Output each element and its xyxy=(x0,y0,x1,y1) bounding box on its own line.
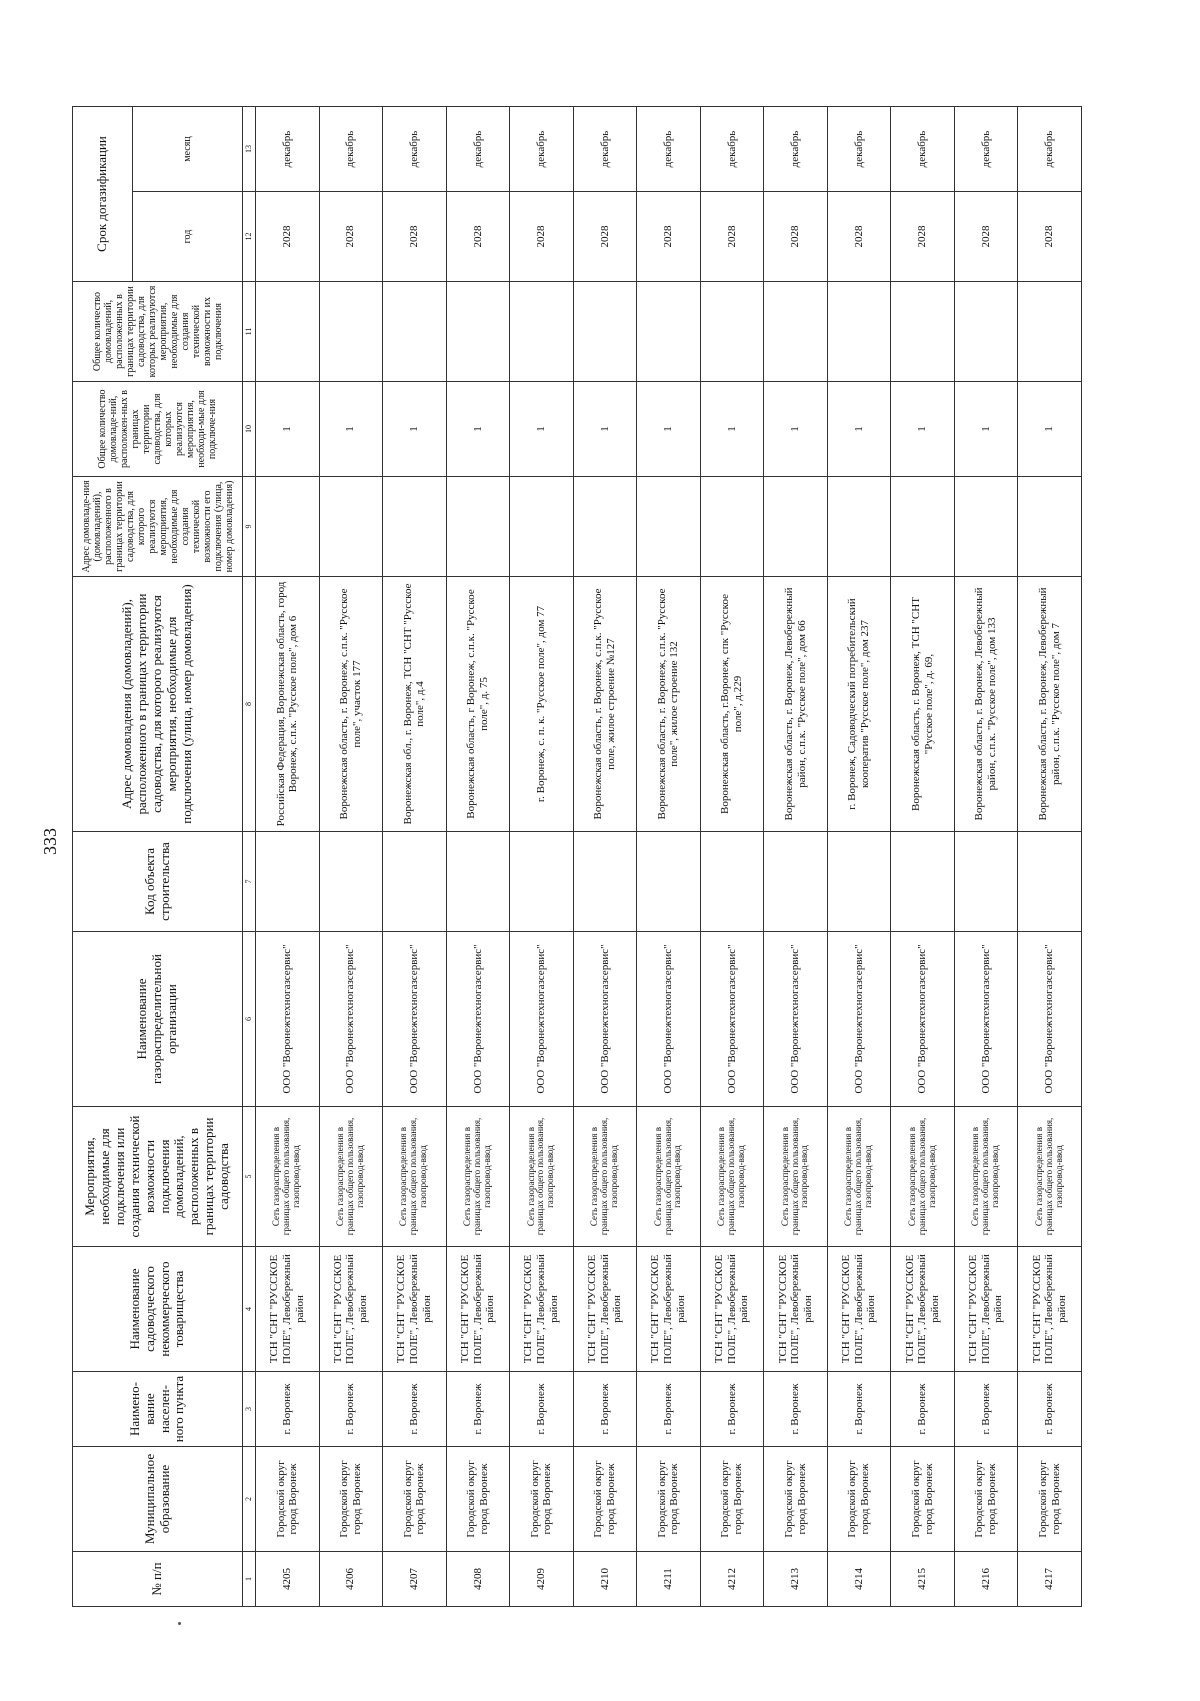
cell-count-tech xyxy=(446,282,510,382)
table-row xyxy=(383,107,447,1607)
cell-municipality: Городской округ город Воронеж xyxy=(573,1447,637,1552)
cell-month: декабрь xyxy=(446,107,510,192)
cell-measures: Сеть газораспределения в границах общего пользования, газопровод-ввод xyxy=(573,1107,637,1247)
cell-municipality: Городской округ город Воронеж xyxy=(764,1447,828,1552)
cell-snt-name: ТСН "СНТ "РУССКОЕ ПОЛЕ", Левобережный район xyxy=(827,1247,891,1372)
cell-row-number: 4217 xyxy=(1018,1552,1082,1607)
cell-month: декабрь xyxy=(383,107,447,192)
cell-settlement: г. Воронеж xyxy=(573,1372,637,1447)
table-row xyxy=(637,107,701,1607)
cell-settlement: г. Воронеж xyxy=(319,1372,383,1447)
header-settlement: Наимено-вание населен-ного пункта xyxy=(73,1372,243,1447)
column-number-row xyxy=(243,107,256,1607)
colnum: 5 xyxy=(243,1107,256,1247)
cell-municipality: Городской округ город Воронеж xyxy=(510,1447,574,1552)
cell-settlement: г. Воронеж xyxy=(827,1372,891,1447)
cell-address-connect: Российская Федерация, Воронежская область, город Воронеж, с.п.к. "Русское поле", дом 6 xyxy=(256,577,320,832)
cell-year: 2028 xyxy=(764,192,828,282)
cell-object-code xyxy=(954,832,1018,932)
cell-year: 2028 xyxy=(256,192,320,282)
cell-snt-name: ТСН "СНТ "РУССКОЕ ПОЛЕ", Левобережный район xyxy=(954,1247,1018,1372)
cell-count-tech xyxy=(827,282,891,382)
colnum: 10 xyxy=(243,382,256,477)
cell-month: декабрь xyxy=(764,107,828,192)
cell-row-number: 4215 xyxy=(891,1552,955,1607)
cell-address-connect: г. Воронеж, Садоводческий потребительский кооператив "Русское поле", дом 237 xyxy=(827,577,891,832)
cell-gas-org: ООО "Воронежтехногазсервис" xyxy=(827,932,891,1107)
cell-municipality: Городской округ город Воронеж xyxy=(446,1447,510,1552)
cell-municipality: Городской округ город Воронеж xyxy=(1018,1447,1082,1552)
cell-snt-name: ТСН "СНТ "РУССКОЕ ПОЛЕ", Левобережный район xyxy=(700,1247,764,1372)
header-num: № п/п xyxy=(73,1552,243,1607)
cell-snt-name: ТСН "СНТ "РУССКОЕ ПОЛЕ", Левобережный район xyxy=(256,1247,320,1372)
cell-measures: Сеть газораспределения в границах общего пользования, газопровод-ввод xyxy=(319,1107,383,1247)
cell-count-tech xyxy=(383,282,447,382)
colnum: 12 xyxy=(243,192,256,282)
cell-snt-name: ТСН "СНТ "РУССКОЕ ПОЛЕ", Левобережный район xyxy=(764,1247,828,1372)
cell-municipality: Городской округ город Воронеж xyxy=(700,1447,764,1552)
cell-count-connect: 1 xyxy=(319,382,383,477)
cell-object-code xyxy=(256,832,320,932)
cell-object-code xyxy=(573,832,637,932)
cell-measures: Сеть газораспределения в границах общего пользования, газопровод-ввод xyxy=(383,1107,447,1247)
cell-month: декабрь xyxy=(700,107,764,192)
page-number: 333 xyxy=(40,828,60,855)
table-row xyxy=(764,107,828,1607)
cell-address-connect: Воронежская область, г. Воронеж, с.п.к. "Русское поле, жилое строение №127 xyxy=(573,577,637,832)
cell-address-connect: Воронежская область, г. Воронеж, с.п.к. "Русское поле", участок 177 xyxy=(319,577,383,832)
cell-month: декабрь xyxy=(256,107,320,192)
cell-settlement: г. Воронеж xyxy=(700,1372,764,1447)
cell-object-code xyxy=(1018,832,1082,932)
cell-measures: Сеть газораспределения в границах общего пользования, газопровод-ввод xyxy=(510,1107,574,1247)
cell-object-code xyxy=(637,832,701,932)
cell-settlement: г. Воронеж xyxy=(891,1372,955,1447)
cell-gas-org: ООО "Воронежтехногазсервис" xyxy=(1018,932,1082,1107)
header-gas-org: Наименование газораспределительной организации xyxy=(73,932,243,1107)
cell-count-tech xyxy=(891,282,955,382)
rotated-table-frame xyxy=(72,107,1082,1607)
cell-object-code xyxy=(446,832,510,932)
colnum: 8 xyxy=(243,577,256,832)
cell-municipality: Городской округ город Воронеж xyxy=(827,1447,891,1552)
cell-measures: Сеть газораспределения в границах общего пользования, газопровод-ввод xyxy=(637,1107,701,1247)
cell-gas-org: ООО "Воронежтехногазсервис" xyxy=(446,932,510,1107)
cell-settlement: г. Воронеж xyxy=(383,1372,447,1447)
cell-measures: Сеть газораспределения в границах общего пользования, газопровод-ввод xyxy=(891,1107,955,1247)
cell-municipality: Городской округ город Воронеж xyxy=(256,1447,320,1552)
cell-address-connect: Воронежская область, г. Воронеж, Левобережный район, с.п.к. "Русское поле", дом 7 xyxy=(1018,577,1082,832)
cell-address-connect: Воронежская область, г. Воронеж, с.п.к. "Русское поле", жилое строение 132 xyxy=(637,577,701,832)
cell-object-code xyxy=(510,832,574,932)
cell-count-connect: 1 xyxy=(573,382,637,477)
cell-year: 2028 xyxy=(573,192,637,282)
cell-snt-name: ТСН "СНТ "РУССКОЕ ПОЛЕ", Левобережный район xyxy=(637,1247,701,1372)
cell-year: 2028 xyxy=(954,192,1018,282)
table-row xyxy=(891,107,955,1607)
cell-measures: Сеть газораспределения в границах общего пользования, газопровод-ввод xyxy=(1018,1107,1082,1247)
cell-address-connect: Воронежская обл., г. Воронеж, ТСН "СНТ "Русское поле", д.4 xyxy=(383,577,447,832)
cell-address-tech xyxy=(954,477,1018,577)
gasification-table xyxy=(72,106,1082,1607)
cell-year: 2028 xyxy=(510,192,574,282)
cell-municipality: Городской округ город Воронеж xyxy=(383,1447,447,1552)
header-address-connect: Адрес домовладения (домовладений), расположенного в границах территории садоводства, для которого реализуются мероприятия, необходимые для подключения (улица, номер домовладения) xyxy=(73,577,243,832)
cell-year: 2028 xyxy=(1018,192,1082,282)
cell-count-connect: 1 xyxy=(1018,382,1082,477)
cell-address-tech xyxy=(319,477,383,577)
cell-month: декабрь xyxy=(891,107,955,192)
cell-gas-org: ООО "Воронежтехногазсервис" xyxy=(891,932,955,1107)
colnum: 11 xyxy=(243,282,256,382)
stray-mark xyxy=(178,1622,181,1625)
header-month: месяц xyxy=(133,107,243,192)
colnum: 9 xyxy=(243,477,256,577)
cell-count-connect: 1 xyxy=(446,382,510,477)
cell-count-connect: 1 xyxy=(637,382,701,477)
cell-count-connect: 1 xyxy=(383,382,447,477)
cell-month: декабрь xyxy=(954,107,1018,192)
cell-measures: Сеть газораспределения в границах общего пользования, газопровод-ввод xyxy=(256,1107,320,1247)
colnum: 7 xyxy=(243,832,256,932)
cell-gas-org: ООО "Воронежтехногазсервис" xyxy=(319,932,383,1107)
cell-gas-org: ООО "Воронежтехногазсервис" xyxy=(764,932,828,1107)
cell-settlement: г. Воронеж xyxy=(637,1372,701,1447)
cell-month: декабрь xyxy=(573,107,637,192)
cell-month: декабрь xyxy=(319,107,383,192)
cell-row-number: 4214 xyxy=(827,1552,891,1607)
cell-month: декабрь xyxy=(637,107,701,192)
cell-snt-name: ТСН "СНТ "РУССКОЕ ПОЛЕ", Левобережный район xyxy=(510,1247,574,1372)
cell-address-tech xyxy=(700,477,764,577)
cell-row-number: 4213 xyxy=(764,1552,828,1607)
cell-address-connect: Воронежская область, г. Воронеж, ТСН "СНТ "Русское поле", д. 69, xyxy=(891,577,955,832)
cell-object-code xyxy=(891,832,955,932)
cell-object-code xyxy=(383,832,447,932)
cell-snt-name: ТСН "СНТ "РУССКОЕ ПОЛЕ", Левобережный район xyxy=(573,1247,637,1372)
header-count-tech: Общее количество домовладений, расположенных в границах территории садоводства, для которых реализуются мероприятия, необходимые для создания технической возможности их подключения xyxy=(73,282,243,382)
cell-count-tech xyxy=(700,282,764,382)
cell-address-tech xyxy=(827,477,891,577)
cell-snt-name: ТСН "СНТ "РУССКОЕ ПОЛЕ", Левобережный район xyxy=(891,1247,955,1372)
cell-object-code xyxy=(827,832,891,932)
cell-count-tech xyxy=(1018,282,1082,382)
cell-year: 2028 xyxy=(446,192,510,282)
cell-year: 2028 xyxy=(637,192,701,282)
cell-measures: Сеть газораспределения в границах общего пользования, газопровод-ввод xyxy=(827,1107,891,1247)
cell-snt-name: ТСН "СНТ "РУССКОЕ ПОЛЕ", Левобережный район xyxy=(446,1247,510,1372)
cell-address-tech xyxy=(891,477,955,577)
table-row xyxy=(827,107,891,1607)
table-body xyxy=(256,107,1082,1607)
header-measures: Мероприятия, необходимые для подключения или создания технической возможности подключения домовладений, расположенных в границах территории садоводства xyxy=(73,1107,243,1247)
cell-count-tech xyxy=(573,282,637,382)
header-count-connect: Общее количество домовладе-ний, расположен-ных в границах территории садоводства, для которых реализуются мероприятия, необходи-мые для подключе-ния xyxy=(73,382,243,477)
cell-measures: Сеть газораспределения в границах общего пользования, газопровод-ввод xyxy=(764,1107,828,1247)
table-row xyxy=(1018,107,1082,1607)
header-address-tech: Адрес домовладе-ния (домовладений), расположенного в границах территории садоводства, для которого реализуются мероприятия, необходимые для создания технической возможности его подключения (улица, номер домовладения) xyxy=(73,477,243,577)
cell-count-connect: 1 xyxy=(827,382,891,477)
cell-address-tech xyxy=(1018,477,1082,577)
table-row xyxy=(573,107,637,1607)
table-row xyxy=(700,107,764,1607)
cell-settlement: г. Воронеж xyxy=(764,1372,828,1447)
cell-count-connect: 1 xyxy=(700,382,764,477)
cell-address-tech xyxy=(764,477,828,577)
cell-address-tech xyxy=(637,477,701,577)
cell-year: 2028 xyxy=(319,192,383,282)
cell-row-number: 4210 xyxy=(573,1552,637,1607)
cell-municipality: Городской округ город Воронеж xyxy=(891,1447,955,1552)
cell-count-tech xyxy=(256,282,320,382)
cell-month: декабрь xyxy=(827,107,891,192)
cell-gas-org: ООО "Воронежтехногазсервис" xyxy=(954,932,1018,1107)
cell-count-tech xyxy=(510,282,574,382)
table-row xyxy=(954,107,1018,1607)
cell-object-code xyxy=(319,832,383,932)
cell-gas-org: ООО "Воронежтехногазсервис" xyxy=(256,932,320,1107)
cell-year: 2028 xyxy=(891,192,955,282)
cell-settlement: г. Воронеж xyxy=(510,1372,574,1447)
cell-row-number: 4207 xyxy=(383,1552,447,1607)
cell-gas-org: ООО "Воронежтехногазсервис" xyxy=(573,932,637,1107)
cell-snt-name: ТСН "СНТ "РУССКОЕ ПОЛЕ", Левобережный район xyxy=(1018,1247,1082,1372)
cell-count-tech xyxy=(637,282,701,382)
header-object-code: Код объекта строительства xyxy=(73,832,243,932)
cell-month: декабрь xyxy=(510,107,574,192)
cell-row-number: 4216 xyxy=(954,1552,1018,1607)
cell-settlement: г. Воронеж xyxy=(256,1372,320,1447)
cell-month: декабрь xyxy=(1018,107,1082,192)
cell-address-connect: Воронежская область, г Воронеж, с.п.к. "Русское поле", д. 75 xyxy=(446,577,510,832)
cell-settlement: г. Воронеж xyxy=(446,1372,510,1447)
cell-count-tech xyxy=(954,282,1018,382)
cell-row-number: 4212 xyxy=(700,1552,764,1607)
cell-address-tech xyxy=(383,477,447,577)
header-snt: Наименование садоводческого некоммерческого товарищества xyxy=(73,1247,243,1372)
cell-count-tech xyxy=(764,282,828,382)
cell-address-connect: Воронежская область, г. Воронеж, Левобережный район, с.п.к. "Русское поле", дом 66 xyxy=(764,577,828,832)
cell-address-tech xyxy=(446,477,510,577)
cell-row-number: 4209 xyxy=(510,1552,574,1607)
cell-gas-org: ООО "Воронежтехногазсервис" xyxy=(510,932,574,1107)
cell-measures: Сеть газораспределения в границах общего пользования, газопровод-ввод xyxy=(446,1107,510,1247)
cell-snt-name: ТСН "СНТ "РУССКОЕ ПОЛЕ", Левобережный район xyxy=(319,1247,383,1372)
cell-gas-org: ООО "Воронежтехногазсервис" xyxy=(700,932,764,1107)
table-row xyxy=(256,107,320,1607)
cell-row-number: 4211 xyxy=(637,1552,701,1607)
cell-count-connect: 1 xyxy=(764,382,828,477)
cell-snt-name: ТСН "СНТ "РУССКОЕ ПОЛЕ", Левобережный район xyxy=(383,1247,447,1372)
cell-row-number: 4205 xyxy=(256,1552,320,1607)
colnum: 4 xyxy=(243,1247,256,1372)
colnum: 6 xyxy=(243,932,256,1107)
cell-count-connect: 1 xyxy=(510,382,574,477)
cell-municipality: Городской округ город Воронеж xyxy=(319,1447,383,1552)
cell-address-connect: г. Воронеж, с. п. к. "Русское поле", дом 77 xyxy=(510,577,574,832)
cell-count-tech xyxy=(319,282,383,382)
cell-object-code xyxy=(764,832,828,932)
cell-row-number: 4208 xyxy=(446,1552,510,1607)
cell-address-tech xyxy=(510,477,574,577)
colnum: 1 xyxy=(243,1552,256,1607)
table-row xyxy=(446,107,510,1607)
cell-gas-org: ООО "Воронежтехногазсервис" xyxy=(637,932,701,1107)
cell-address-connect: Воронежская область, г. Воронеж, Левобережный район, с.п.к. "Русское поле", дом 133 xyxy=(954,577,1018,832)
table-row xyxy=(319,107,383,1607)
colnum: 13 xyxy=(243,107,256,192)
cell-count-connect: 1 xyxy=(891,382,955,477)
cell-settlement: г. Воронеж xyxy=(1018,1372,1082,1447)
cell-address-tech xyxy=(573,477,637,577)
cell-count-connect: 1 xyxy=(954,382,1018,477)
header-year: год xyxy=(133,192,243,282)
cell-measures: Сеть газораспределения в границах общего пользования, газопровод-ввод xyxy=(700,1107,764,1247)
colnum: 2 xyxy=(243,1447,256,1552)
cell-count-connect: 1 xyxy=(256,382,320,477)
table-row xyxy=(510,107,574,1607)
cell-year: 2028 xyxy=(383,192,447,282)
header-municipality: Муниципальное образование xyxy=(73,1447,243,1552)
cell-object-code xyxy=(700,832,764,932)
cell-address-tech xyxy=(256,477,320,577)
cell-municipality: Городской округ город Воронеж xyxy=(637,1447,701,1552)
cell-address-connect: Воронежская область, г.Воронеж, спк "Русское поле", д.229 xyxy=(700,577,764,832)
cell-year: 2028 xyxy=(827,192,891,282)
cell-gas-org: ООО "Воронежтехногазсервис" xyxy=(383,932,447,1107)
cell-year: 2028 xyxy=(700,192,764,282)
cell-row-number: 4206 xyxy=(319,1552,383,1607)
cell-settlement: г. Воронеж xyxy=(954,1372,1018,1447)
cell-measures: Сеть газораспределения в границах общего пользования, газопровод-ввод xyxy=(954,1107,1018,1247)
header-deadline-group: Срок догазификации xyxy=(73,107,133,282)
cell-municipality: Городской округ город Воронеж xyxy=(954,1447,1018,1552)
colnum: 3 xyxy=(243,1372,256,1447)
